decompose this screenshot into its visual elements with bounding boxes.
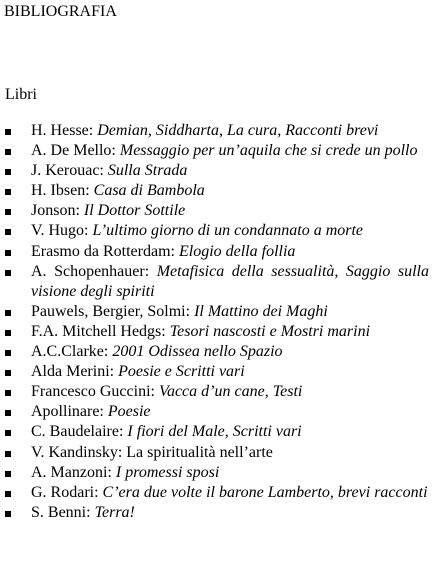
list-item [0,302,435,322]
book-author: V. Kandinsky: [31,443,127,461]
list-item [0,443,435,463]
square-bullet-icon [5,471,11,477]
list-item [0,463,435,483]
list-item [0,422,435,442]
square-bullet-icon [5,511,11,517]
book-title: Casa di Bambola [93,182,205,200]
book-title: Sulla Strada [107,162,188,180]
book-author: H. Hesse: [31,122,98,139]
book-title: I promessi sposi [115,463,220,481]
list-item [0,382,435,402]
square-bullet-icon [5,310,11,316]
book-author: Alda Merini: [31,363,119,381]
square-bullet-icon [5,229,11,235]
list-item [0,322,435,342]
book-title: Tesori nascosti e Mostri marini [169,322,371,340]
book-title: Vacca d’un cane, Testi [158,383,303,401]
list-item [0,402,435,422]
list-item [0,161,435,181]
square-bullet-icon [5,250,11,256]
book-author: V. Hugo: [31,222,93,240]
square-bullet-icon [5,169,11,175]
document-title: BIBLIOGRAFIA [4,3,117,20]
book-list [0,121,435,523]
section-heading-libri: Libri [5,86,37,103]
book-title: C’era due volte il barone Lamberto, brevi racconti [102,483,428,501]
square-bullet-icon [5,370,11,376]
square-bullet-icon [5,330,11,336]
square-bullet-icon [5,491,11,497]
list-item [0,503,435,523]
book-title: Il Dottor Sottile [83,202,186,220]
book-author: H. Ibsen: [31,182,94,200]
square-bullet-icon [5,209,11,215]
list-item [0,262,435,302]
book-title: La spiritualità nell’arte [126,443,273,461]
book-author: Francesco Guccini: [31,383,159,401]
book-title: Poesie e Scritti vari [118,363,245,381]
square-bullet-icon [5,270,11,276]
square-bullet-icon [5,350,11,356]
book-title: Poesie [107,403,151,421]
square-bullet-icon [5,129,11,135]
book-author: S. Benni: [31,503,95,521]
list-item [0,483,435,503]
book-author: Pauwels, Bergier, Solmi: [31,302,195,320]
list-item [0,181,435,201]
list-item [0,121,435,141]
list-item [0,141,435,161]
book-title: Elogio della follia [178,242,296,260]
book-title: Terra! [94,503,135,521]
book-author: F.A. Mitchell Hedgs: [31,322,170,340]
list-item [0,362,435,382]
list-item [0,342,435,362]
book-title: 2001 Odissea nello Spazio [112,343,283,361]
square-bullet-icon [5,390,11,396]
book-author: A. Manzoni: [31,463,116,481]
list-item [0,221,435,241]
square-bullet-icon [5,149,11,155]
book-title: Il Mattino dei Maghi [194,302,328,320]
book-author: G. Rodari: [31,483,103,501]
book-title: Metafisica della sessualità, Saggio sulla visione degli spiriti [31,262,429,300]
square-bullet-icon [5,451,11,457]
book-author: A.C.Clarke: [31,343,113,361]
book-title: Messaggio per un’aquila che si crede un pollo [119,142,418,160]
square-bullet-icon [5,430,11,436]
book-title: L’ultimo giorno di un condannato a morte [92,222,364,240]
book-author: A. De Mello: [31,142,120,160]
book-author: Apollinare: [31,403,108,421]
list-item [0,242,435,262]
book-author: Erasmo da Rotterdam: [31,242,179,260]
square-bullet-icon [5,410,11,416]
book-author: J. Kerouac: [31,162,108,180]
list-item [0,201,435,221]
book-author: C. Baudelaire: [31,423,128,441]
book-title: Demian, Siddharta, La cura, Racconti brevi [97,122,379,139]
square-bullet-icon [5,189,11,195]
book-author: Jonson: [31,202,84,220]
book-author: A. Schopenhauer: [31,262,157,280]
book-title: I fiori del Male, Scritti vari [127,423,302,441]
